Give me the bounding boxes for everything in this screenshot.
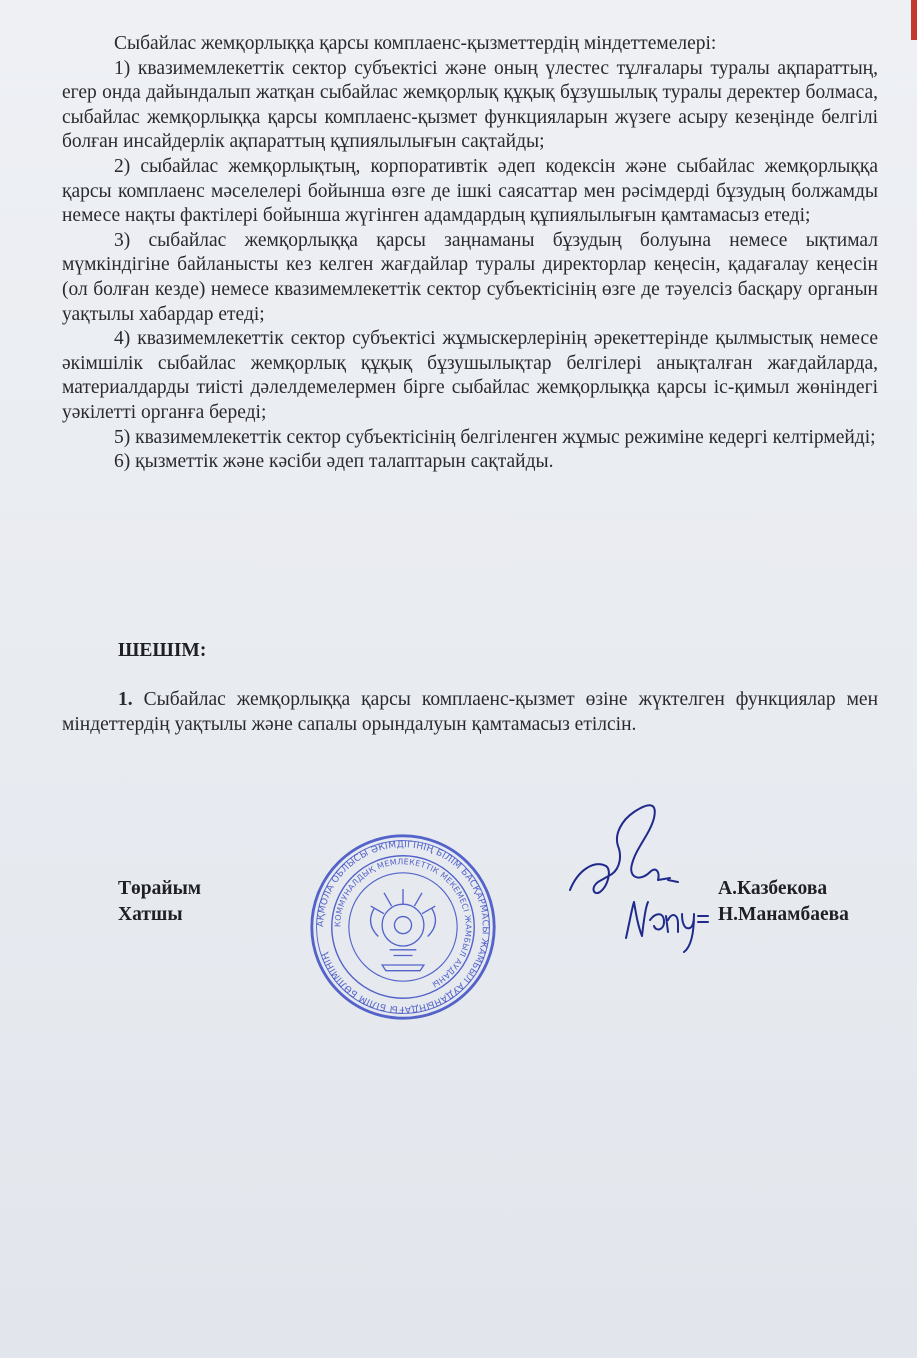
secretary-role: Хатшы — [118, 904, 183, 925]
obligation-item-6: 6) қызметтік және кәсіби әдеп талаптарын сақтайды. — [114, 451, 554, 473]
signatory-names — [718, 876, 849, 928]
seal-emblem — [371, 889, 436, 971]
obligation-item-3: 3) сыбайлас жемқорлыққа қарсы заңнаманы бұзудың болуына немесе ықтимал мүмкіндігіне байланысты кез келген жағдайлар туралы директорлар кеңесін, қадағалау кеңесін (ол болған кезде) немесе квазимемлекеттік сектор субъектісінің өзге де тәуелсіз басқару органын уақтылы хабардар етеді; — [62, 229, 878, 325]
decision-paragraph — [62, 688, 878, 737]
chair-name: А.Казбекова — [718, 878, 828, 899]
decision-text: Сыбайлас жемқорлыққа қарсы комплаенс-қызмет өзіне жүктелген функциялар мен міндеттердің уақтылы және сапалы орындалуын қамтамасыз етілсін. — [62, 689, 879, 735]
seal-outer-text: АҚМОЛА ОБЛЫСЫ ӘКІМДІГІНІҢ БІЛІМ БАСҚАРМАСЫ ЖАМБЫЛ АУДАНЫНДАҒЫ БІЛІМ БӨЛІМІНІҢ — [316, 840, 490, 1014]
obligations-section — [62, 32, 878, 475]
obligation-item-5: 5) квазимемлекеттік сектор субъектісінің белгіленген жұмыс режиміне кедергі келтірмейді; — [114, 426, 876, 448]
obligations-intro: Сыбайлас жемқорлыққа қарсы комплаенс-қызметтердің міндеттемелері: — [114, 33, 717, 54]
obligation-item-4: 4) квазимемлекеттік сектор субъектісі жұмыскерлерінің әрекеттерінде қылмыстық немесе әкімшілік сыбайлас жемқорлық құқық бұзушылықтар белгілері анықталған жағдайларда, материалдарды тиісті дәлелдемелермен бірге сыбайлас жемқорлыққа қарсы іс-қимыл жөніндегі уәкілетті органға береді; — [62, 328, 878, 423]
secretary-name: Н.Манамбаева — [718, 904, 849, 925]
obligation-item-2: 2) сыбайлас жемқорлықтың, корпоративтік әдеп кодексін және сыбайлас жемқорлыққа қарсы комплаенс мәселелері бойынша өзге де ішкі саясаттар мен рәсімдерді бұзудың болжамды немесе нақты фактілері бойынша жүгінген адамдардың құпиялылығын қамтамасыз етеді; — [62, 155, 878, 227]
seal-inner-text: КОММУНАЛДЫҚ МЕМЛЕКЕТТІК МЕКЕМЕСІ ЖАМБЫЛ АУДАНЫ — [333, 857, 473, 990]
page-edge-mark — [911, 0, 917, 40]
signatory-roles — [118, 876, 201, 928]
obligation-item-1: 1) квазимемлекеттік сектор субъектісі және оның үлестес тұлғалары туралы ақпараттың, егер онда дайындалып жатқан сыбайлас жемқорлық құқық бұзушылық туралы деректер болмаса, сыбайлас жемқорлыққа қарсы комплаенс-қызмет функцияларын жүзеге асыру кезеңінде белгілі болған инсайдерлік ақпараттың құпиялылығын сақтайды; — [62, 57, 878, 153]
decision-heading: ШЕШІМ: — [118, 640, 207, 661]
decision-number: 1. — [118, 689, 133, 710]
official-seal — [308, 832, 498, 1022]
svg-text:КОММУНАЛДЫҚ МЕМЛЕКЕТТІК МЕКЕМЕ — [333, 857, 473, 989]
chair-role: Төрайым — [118, 878, 202, 899]
handwritten-signatures — [560, 790, 720, 960]
